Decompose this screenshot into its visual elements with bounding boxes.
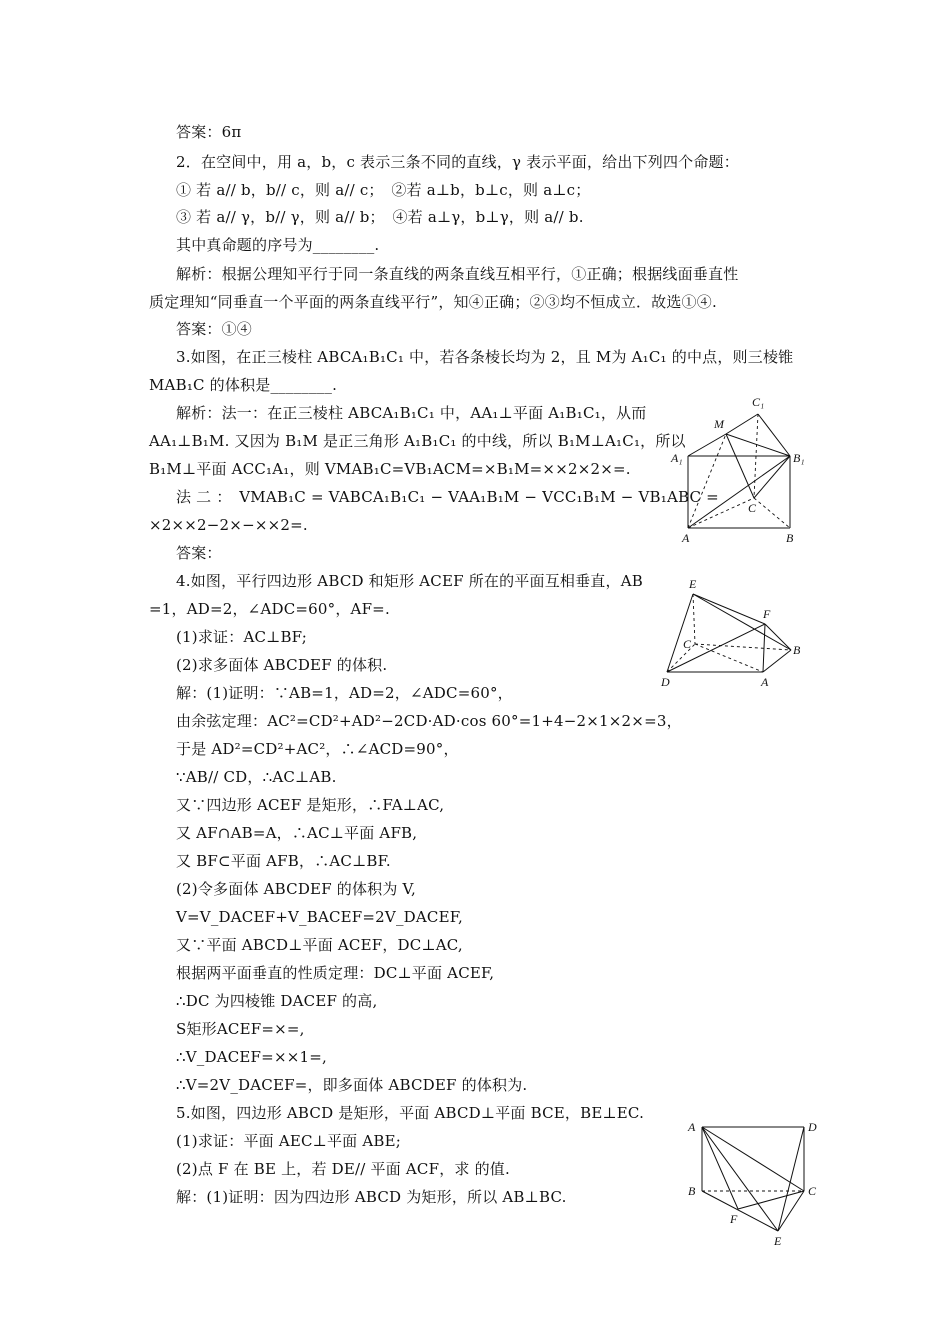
text-line: 解析：法一：在正三棱柱 ABCA₁B₁C₁ 中，AA₁⊥平面 A₁B₁C₁，从而: [176, 404, 647, 422]
vertex-label: A₁: [671, 451, 683, 465]
pyramid-figure: [680, 1115, 830, 1255]
vertex-label: A: [761, 675, 769, 688]
polyhedron-figure: [655, 578, 815, 688]
prism-figure: [670, 390, 810, 550]
text-line: 4.如图，平行四边形 ABCD 和矩形 ACEF 所在的平面互相垂直，AB: [176, 572, 643, 590]
vertex-label: B: [786, 531, 794, 545]
text-line: 3.如图，在正三棱柱 ABCA₁B₁C₁ 中，若各条棱长均为 2，且 M为 A₁C₁ 的中点，则三棱锥: [176, 348, 794, 366]
text-line: 根据两平面垂直的性质定理：DC⊥平面 ACEF,: [176, 964, 495, 982]
text-line: 解：(1)证明：因为四边形 ABCD 为矩形，所以 AB⊥BC.: [176, 1188, 567, 1206]
text-line: 又∵四边形 ACEF 是矩形，∴FA⊥AC,: [176, 796, 445, 814]
text-line: (1)求证：平面 AEC⊥平面 ABE;: [176, 1132, 402, 1150]
vertex-label: A: [688, 1120, 696, 1134]
text-line: ∴V_DACEF=××1=,: [176, 1048, 327, 1066]
vertex-label: B: [793, 643, 801, 657]
text-line: 解析：根据公理知平行于同一条直线的两条直线互相平行，①正确；根据线面垂直性: [176, 265, 739, 283]
vertex-label: M: [714, 417, 724, 431]
vertex-label: F: [730, 1212, 738, 1226]
text-line: B₁M⊥平面 ACC₁A₁，则 VMAB₁C=VB₁ACM=×B₁M=××2×2×=.: [149, 460, 631, 478]
text-line: 于是 AD²=CD²+AC²，∴∠ACD=90°，: [176, 740, 459, 758]
text-line: 2．在空间中，用 a，b，c 表示三条不同的直线，γ 表示平面，给出下列四个命题：: [176, 153, 739, 171]
text-line: (2)令多面体 ABCDEF 的体积为 V,: [176, 880, 416, 898]
text-line: ∴DC 为四棱锥 DACEF 的高,: [176, 992, 378, 1010]
vertex-label: D: [808, 1120, 817, 1134]
text-line: ∵AB// CD，∴AC⊥AB.: [176, 768, 337, 786]
vertex-label: D: [661, 675, 670, 688]
text-line: 答案：: [176, 544, 222, 562]
text-line: 其中真命题的序号为________.: [176, 236, 380, 254]
text-line: =1，AD=2，∠ADC=60°，AF=.: [149, 600, 390, 618]
vertex-label: F: [763, 607, 771, 621]
vertex-label: B: [688, 1184, 696, 1198]
text-line: ×2××2−2×−××2=.: [149, 516, 308, 534]
vertex-label: B₁: [793, 451, 805, 465]
vertex-label: C: [808, 1184, 817, 1198]
text-line: 答案：6π: [176, 123, 242, 141]
text-line: ① 若 a// b，b// c，则 a// c； ②若 a⊥b，b⊥c，则 a⊥c；: [176, 181, 591, 199]
text-line: MAB₁C 的体积是________.: [149, 376, 338, 394]
text-line: (2)点 F 在 BE 上，若 DE// 平面 ACF，求 的值.: [176, 1160, 510, 1178]
text-line: V=V_DACEF+V_BACEF=2V_DACEF,: [176, 908, 463, 926]
text-line: 5.如图，四边形 ABCD 是矩形，平面 ABCD⊥平面 BCE，BE⊥EC.: [176, 1104, 645, 1122]
text-line: 又 BF⊂平面 AFB，∴AC⊥BF.: [176, 852, 391, 870]
text-line: 质定理知“同垂直一个平面的两条直线平行”，知④正确；②③均不恒成立．故选①④.: [149, 293, 717, 311]
text-line: 答案：①④: [176, 320, 253, 338]
text-line: ③ 若 a// γ，b// γ，则 a// b； ④若 a⊥γ，b⊥γ，则 a// b.: [176, 208, 584, 226]
vertex-label: C₁: [752, 395, 765, 409]
text-line: S矩形ACEF=×=,: [176, 1020, 305, 1038]
vertex-label: C: [748, 501, 757, 515]
text-line: (1)求证：AC⊥BF;: [176, 628, 308, 646]
text-line: 又 AF∩AB=A，∴AC⊥平面 AFB,: [176, 824, 418, 842]
text-line: 由余弦定理：AC²=CD²+AD²−2CD·AD·cos 60°=1+4−2×1×2×=3，: [176, 712, 682, 730]
vertex-label: A: [682, 531, 690, 545]
text-line: ∴V=2V_DACEF=，即多面体 ABCDEF 的体积为.: [176, 1076, 528, 1094]
text-line: AA₁⊥B₁M. 又因为 B₁M 是正三角形 A₁B₁C₁ 的中线，所以 B₁M⊥A₁C₁，所以: [149, 432, 686, 450]
text-line: 又∵平面 ABCD⊥平面 ACEF，DC⊥AC,: [176, 936, 463, 954]
text-line: (2)求多面体 ABCDEF 的体积.: [176, 656, 388, 674]
text-line: 解：(1)证明：∵AB=1，AD=2，∠ADC=60°，: [176, 684, 513, 702]
vertex-label: C: [683, 637, 692, 651]
vertex-label: E: [689, 578, 697, 591]
text-line: 法 二 ： VMAB₁C = VABCA₁B₁C₁ − VAA₁B₁M − VCC₁B₁M − VB₁ABC =: [176, 488, 719, 506]
vertex-label: E: [774, 1234, 782, 1248]
